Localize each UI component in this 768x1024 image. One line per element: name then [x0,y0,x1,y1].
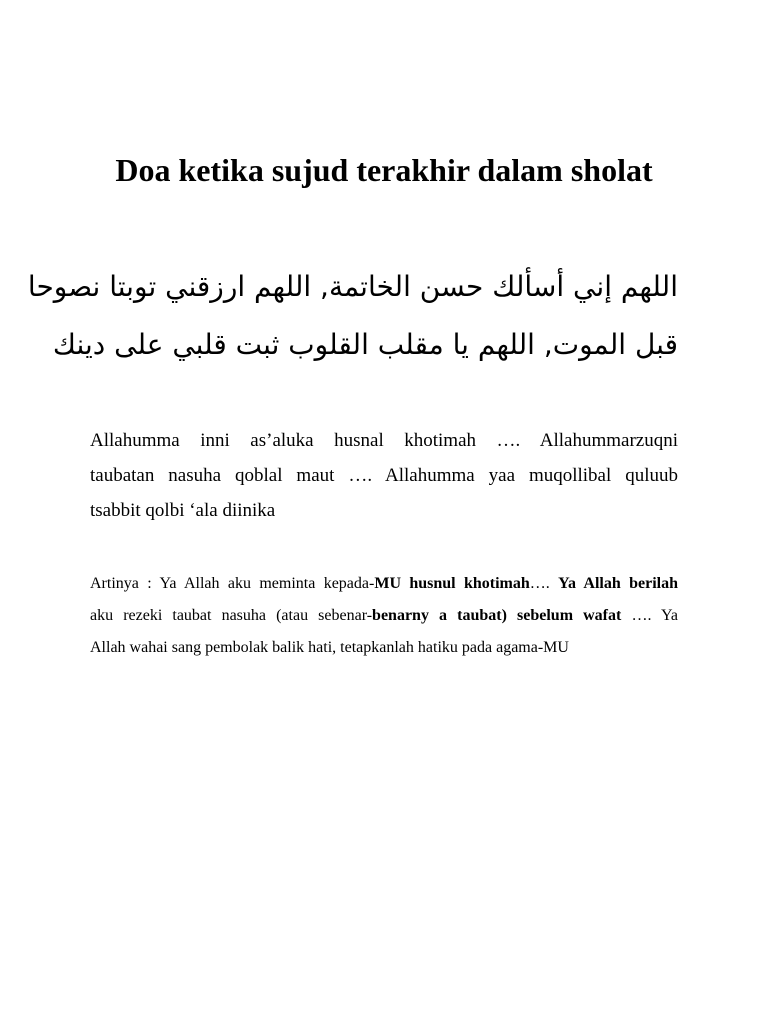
transliteration-line-3: tsabbit qolbi ‘ala diinika [90,500,276,521]
arabic-prayer [27,258,678,374]
meaning-text: Artinya : Ya Allah aku meminta kepada- [90,575,375,592]
arabic-line-2: قبل الموت, اللهم يا مقلب القلوب ثبت قلبي على دينك [52,328,678,361]
transliteration-paragraph [90,423,678,528]
meaning-bold-text: benarny a taubat) sebelum wafat [372,607,622,624]
meaning-line-3: Allah wahai sang pembolak balik hati, tetapkanlah hatiku pada agama-MU [90,639,569,656]
transliteration-line-1: Allahumma inni as’aluka husnal khotimah …. Allahummarzuqni [90,430,678,451]
meaning-bold-text: MU husnul khotimah [374,575,530,592]
meaning-text: …. Ya [621,607,679,624]
meaning-bold-text: Ya Allah berilah [558,575,679,592]
meaning-text: …. [529,575,559,592]
arabic-line-1: اللهم إني أسألك حسن الخاتمة, اللهم ارزقني توبتا نصوحا [27,270,678,303]
transliteration-line-2: taubatan nasuha qoblal maut …. Allahumma yaa muqollibal quluub [90,465,678,486]
meaning-paragraph [90,568,678,664]
meaning-text: aku rezeki taubat nasuha (atau sebenar- [90,607,373,624]
meaning-line-1 [90,568,678,600]
page-title: Doa ketika sujud terakhir dalam sholat [115,152,653,188]
meaning-line-2 [90,600,678,632]
